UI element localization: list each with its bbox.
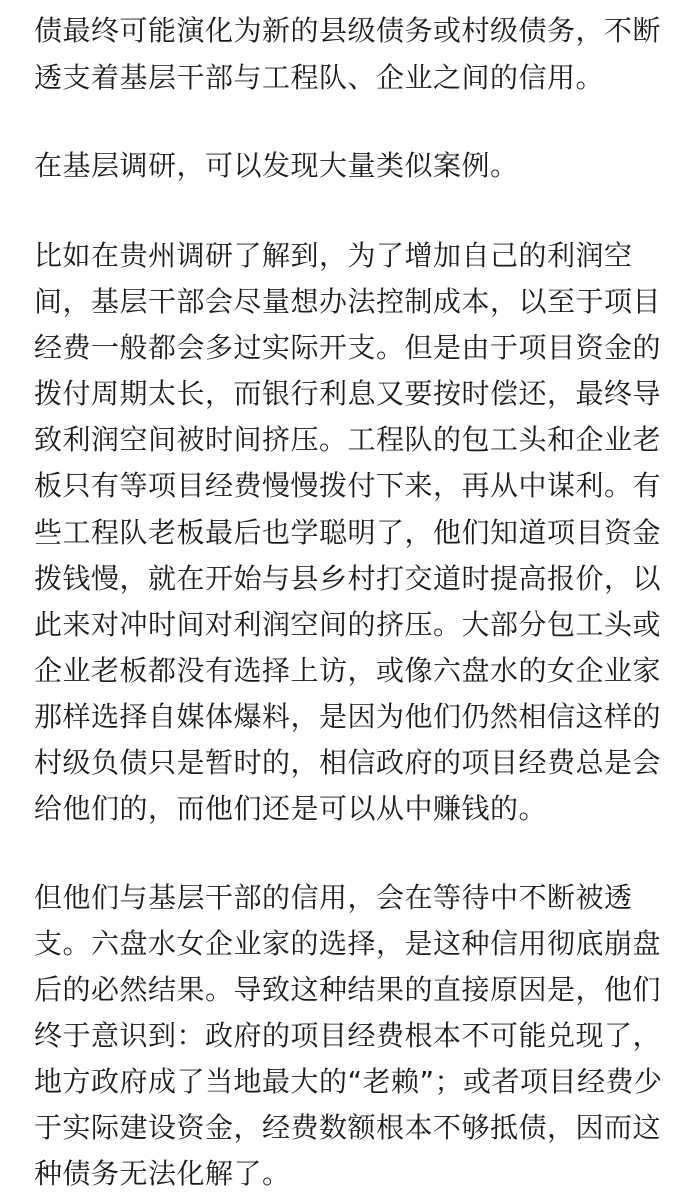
text-line: 比如在贵州调研了解到，为了增加自己的利润空 [34,239,633,272]
text-line: 种债务无法化解了。 [34,1157,291,1190]
text-line: 企业老板都没有选择上访，或像六盘水的女企业家 [34,654,662,687]
text-line: 给他们的，而他们还是可以从中赚钱的。 [34,792,548,825]
text-line: 些工程队老板最后也学聪明了，他们知道项目资金 [34,516,662,549]
text-line: 拨钱慢，就在开始与县乡村打交道时提高报价，以 [34,562,662,595]
text-line: 终于意识到：政府的项目经费根本不可能兑现了， [34,1019,662,1052]
text-line: 此来对冲时间对利润空间的挤压。大部分包工头或 [34,608,662,641]
text-line: 间，基层干部会尽量想办法控制成本，以至于项目 [34,285,662,318]
text-line: 支。六盘水女企业家的选择，是这种信用彻底崩盘 [34,927,662,960]
text-line: 地方政府成了当地最大的“老赖”；或者项目经费少 [34,1065,663,1098]
text-line: 致利润空间被时间挤压。工程队的包工头和企业老 [34,423,662,456]
text-line: 后的必然结果。导致这种结果的直接原因是，他们 [34,973,662,1006]
text-line: 透支着基层干部与工程队、企业之间的信用。 [34,61,605,94]
text-line: 但他们与基层干部的信用，会在等待中不断被透 [34,881,633,914]
text-line: 经费一般都会多过实际开支。但是由于项目资金的 [34,331,662,364]
text-line: 那样选择自媒体爆料，是因为他们仍然相信这样的 [34,700,662,733]
text-line: 债最终可能演化为新的县级债务或村级债务，不断 [34,14,662,47]
text-line: 村级负债只是暂时的，相信政府的项目经费总是会 [34,746,662,779]
text-line: 拨付周期太长，而银行利息又要按时偿还，最终导 [34,377,662,410]
text-line: 于实际建设资金，经费数额根本不够抵债，因而这 [34,1111,662,1144]
text-line: 在基层调研，可以发现大量类似案例。 [34,149,519,182]
text-line: 板只有等项目经费慢慢拨付下来，再从中谋利。有 [34,469,662,502]
